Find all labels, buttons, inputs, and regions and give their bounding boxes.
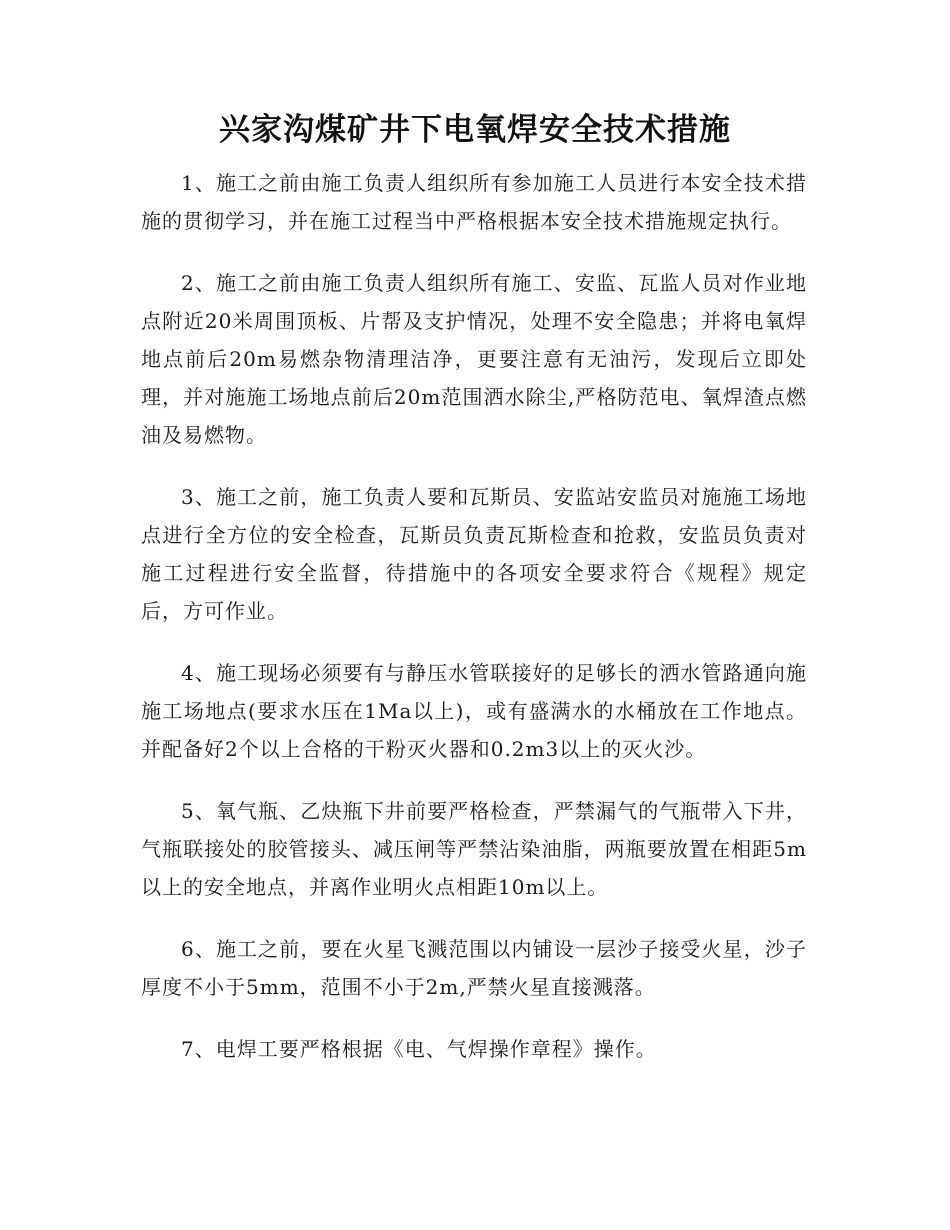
document-body [141, 164, 807, 1092]
paragraph-3: 3、施工之前，施工负责人要和瓦斯员、安监站安监员对施施工场地点进行全方位的安全检查，瓦斯员负责瓦斯检查和抢救，安监员负责对施工过程进行安全监督，待措施中的各项安全要求符合《规程》规定后，方可作业。 [141, 485, 807, 623]
paragraph-2: 2、施工之前由施工负责人组织所有施工、安监、瓦监人员对作业地点附近20米周围顶板、片帮及支护情况，处理不安全隐患；并将电氧焊地点前后20m易燃杂物清理洁净，更要注意有无油污，发现后立即处理，并对施施工场地点前后20m范围洒水除尘,严格防范电、氧焊渣点燃油及易燃物。 [141, 271, 807, 447]
document-title: 兴家沟煤矿井下电氧焊安全技术措施 [219, 112, 731, 148]
paragraph-5: 5、氧气瓶、乙炔瓶下井前要严格检查，严禁漏气的气瓶带入下井，气瓶联接处的胶管接头、减压闸等严禁沾染油脂，两瓶要放置在相距5m以上的安全地点，并离作业明火点相距10m以上。 [141, 799, 807, 899]
paragraph-4: 4、施工现场必须要有与静压水管联接好的足够长的洒水管路通向施施工场地点(要求水压在1Ma以上)，或有盛满水的水桶放在工作地点。并配备好2个以上合格的干粉灭火器和0.2m3以上的灭火沙。 [141, 661, 807, 761]
paragraph-1: 1、施工之前由施工负责人组织所有参加施工人员进行本安全技术措施的贯彻学习，并在施工过程当中严格根据本安全技术措施规定执行。 [141, 171, 807, 233]
paragraph-6: 6、施工之前，要在火星飞溅范围以内铺设一层沙子接受火星，沙子厚度不小于5mm，范围不小于2m,严禁火星直接溅落。 [141, 937, 807, 999]
paragraph-7: 7、电焊工要严格根据《电、气焊操作章程》操作。 [181, 1037, 657, 1061]
